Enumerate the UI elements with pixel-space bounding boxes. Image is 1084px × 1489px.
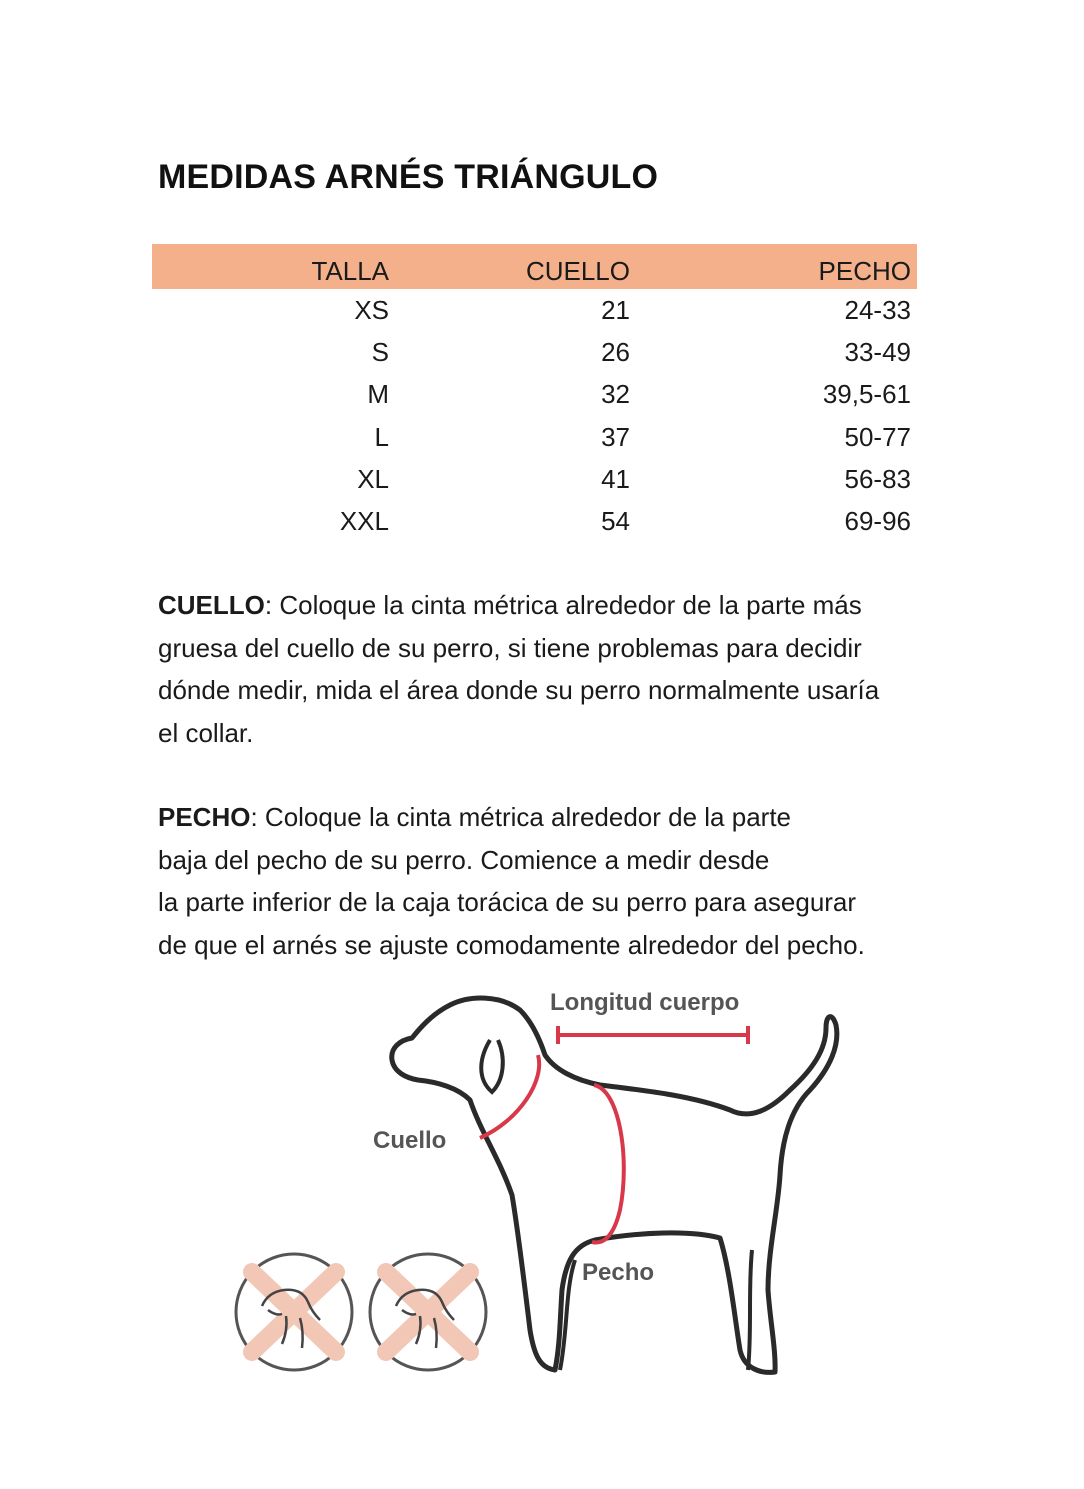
cuello-line: dónde medir, mida el área donde su perro normalmente usaría <box>158 675 880 706</box>
cell-pecho: 39,5-61 <box>822 379 911 410</box>
cell-talla: M <box>367 379 389 410</box>
header-cuello: CUELLO <box>389 244 630 289</box>
cell-talla: XXL <box>339 506 389 537</box>
cell-pecho: 24-33 <box>844 294 911 325</box>
cuello-line: el collar. <box>158 717 254 748</box>
cell-pecho: 33-49 <box>844 336 911 367</box>
dog-hind-leg-outline <box>748 1250 752 1370</box>
cell-cuello: 32 <box>601 379 630 410</box>
dog-outline <box>392 998 837 1372</box>
neck-measure-line <box>480 1055 539 1138</box>
cell-pecho: 56-83 <box>844 463 911 494</box>
cell-talla: XS <box>354 294 389 325</box>
wrong-harness-icon <box>370 1254 486 1370</box>
pecho-line: PECHO: Coloque la cinta métrica alrededor de la parte <box>158 802 791 832</box>
chest-measure-line <box>592 1085 624 1243</box>
dog-ear-outline <box>481 1040 503 1092</box>
pecho-line: de que el arnés se ajuste comodamente alrededor del pecho. <box>158 929 865 960</box>
pecho-label: PECHO <box>158 802 251 832</box>
cuello-line: gruesa del cuello de su perro, si tiene problemas para decidir <box>158 632 862 663</box>
header-pecho: PECHO <box>630 244 917 289</box>
cell-talla: S <box>371 336 389 367</box>
length-label: Longitud cuerpo <box>550 989 740 1016</box>
cell-pecho: 50-77 <box>844 421 911 452</box>
chest-label: Pecho <box>582 1259 655 1286</box>
cell-talla: L <box>374 421 389 452</box>
pecho-line: la parte inferior de la caja torácica de su perro para asegurar <box>158 887 857 918</box>
length-measure-line <box>558 1026 748 1044</box>
header-talla: TALLA <box>152 244 389 289</box>
wrong-collar-icon <box>236 1254 352 1370</box>
neck-label: Cuello <box>373 1127 447 1154</box>
cell-talla: XL <box>357 463 389 494</box>
cell-cuello: 37 <box>601 421 630 452</box>
cuello-label: CUELLO <box>158 590 265 620</box>
cuello-line: CUELLO: Coloque la cinta métrica alrededor de la parte más <box>158 590 862 620</box>
cell-cuello: 26 <box>601 336 630 367</box>
cell-pecho: 69-96 <box>844 506 911 537</box>
pecho-line: baja del pecho de su perro. Comience a medir desde <box>158 844 770 875</box>
cell-cuello: 41 <box>601 463 630 494</box>
cell-cuello: 54 <box>601 506 630 537</box>
page-title: MEDIDAS ARNÉS TRIÁNGULO <box>158 158 659 196</box>
cell-cuello: 21 <box>601 294 630 325</box>
